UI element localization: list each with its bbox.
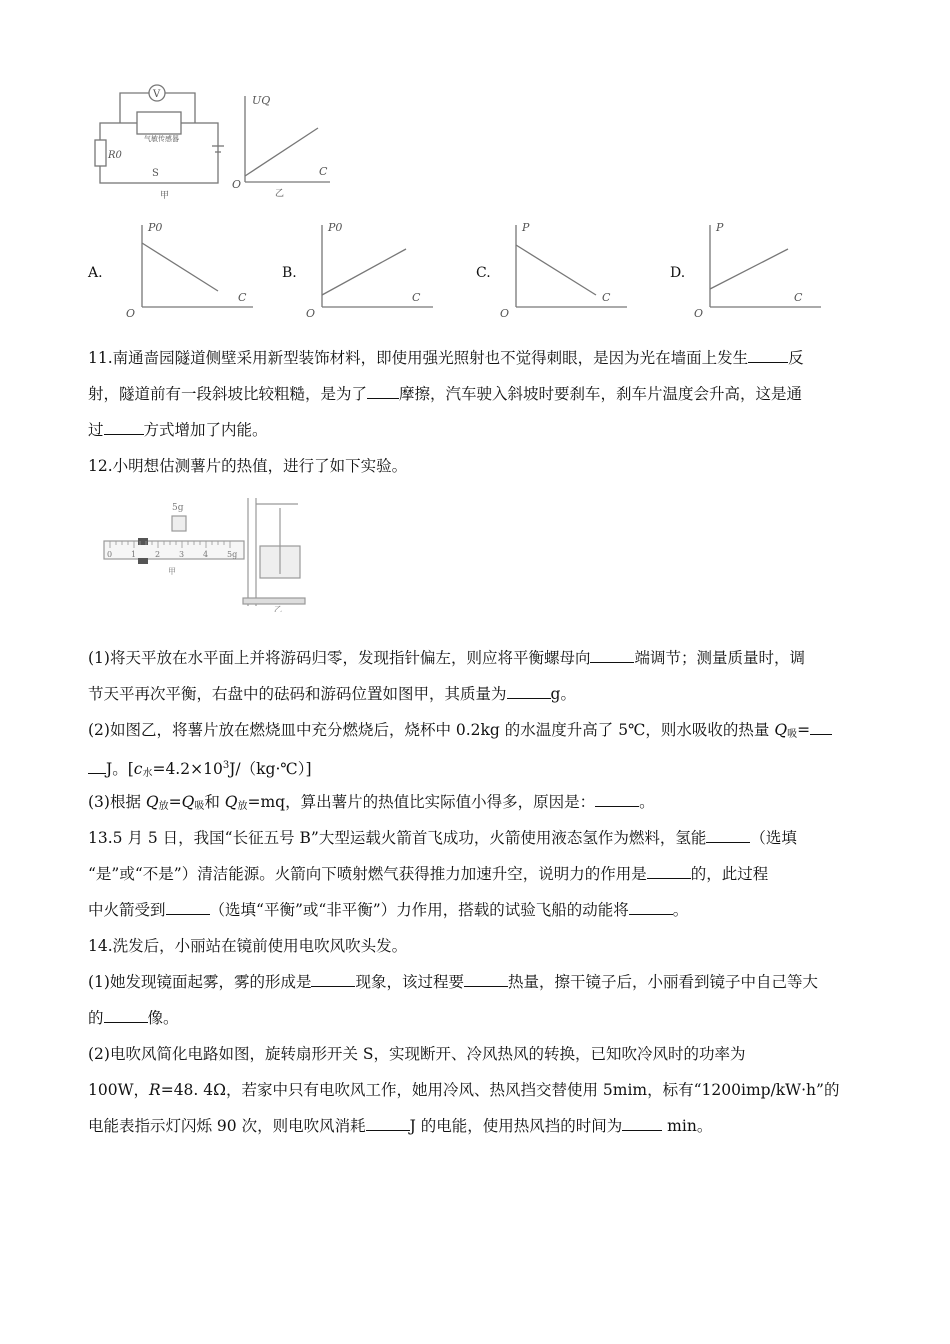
ruler-tick-0: 0 bbox=[107, 550, 113, 559]
option-c-graph[interactable] bbox=[492, 215, 632, 325]
circuit-caption: 甲 bbox=[160, 191, 170, 201]
svg-text:C: C bbox=[412, 291, 421, 304]
svg-text:P: P bbox=[522, 221, 530, 234]
question-12-parts: (1)将天平放在水平面上并将游码归零，发现指针偏左，则应将平衡螺母向 端调节；测量质量时，调 节天平再次平衡，右盘中的砝码和游码位置如图甲，其质量为 g。 (2)如图乙，将薯片放在燃烧皿中充分燃烧后，烧杯中 0.2kg 的水温度升高了 5℃，则水吸收的热量 $Q_吸=$ J。$[c_水=4.2\times 10^3J/(kg\cdot℃)]$ (3)根据 $Q_放=Q_吸$和 $Q_放=mq$，算出薯片的热值比实际值小得多，原因是： 。 bbox=[88, 640, 868, 820]
svg-text:P0: P0 bbox=[328, 221, 343, 234]
question-14: 14.洗发后，小丽站在镜前使用电吹风吹头发。 (1)她发现镜面起雾，雾的形成是 现象，该过程要 热量，擦干镜子后，小丽看到镜子中自己等大 的 像。 (2)电吹风简化电路如图，旋转扇形开关 S，实现断开、冷风热风的转换，已知吹冷风时的功率为 100W，R=48. 4Ω，若家中只有电吹风工作，她用冷风、热风挡交替使用 5mim，标有“1200imp/kW·h”的 电能表指示灯闪烁 90 次，则电吹风消耗 J 的电能，使用热风挡的时间为 min。 bbox=[88, 937, 840, 1135]
option-d-graph[interactable] bbox=[686, 215, 826, 325]
weight-label: 5g bbox=[172, 503, 184, 513]
blank-13-1[interactable] bbox=[706, 828, 750, 843]
blank-14-3[interactable] bbox=[104, 1008, 148, 1023]
svg-text:P: P bbox=[716, 221, 724, 234]
graph-caption: 乙 bbox=[275, 189, 285, 199]
svg-text:C: C bbox=[602, 291, 611, 304]
blank-14-1[interactable] bbox=[311, 972, 355, 987]
resistor-label: R0 bbox=[108, 150, 122, 161]
option-c-letter[interactable]: C. bbox=[476, 265, 491, 281]
ruler-tick-5g: 5g bbox=[227, 550, 238, 559]
switch-label: S bbox=[152, 168, 159, 179]
blank-13-3[interactable] bbox=[166, 900, 210, 915]
option-d-letter[interactable]: D. bbox=[670, 265, 686, 281]
option-a-letter[interactable]: A. bbox=[88, 265, 103, 281]
blank-12-3a[interactable] bbox=[810, 720, 832, 735]
blank-13-4[interactable] bbox=[629, 900, 673, 915]
option-a-graph[interactable] bbox=[118, 215, 258, 325]
option-b-graph[interactable] bbox=[298, 215, 438, 325]
blank-14-2[interactable] bbox=[464, 972, 508, 987]
ruler-tick-2: 2 bbox=[155, 550, 161, 559]
blank-13-2[interactable] bbox=[647, 864, 691, 879]
blank-12-3b[interactable] bbox=[88, 759, 106, 774]
ruler-tick-3: 3 bbox=[179, 550, 185, 559]
blank-11-1[interactable] bbox=[748, 348, 788, 363]
blank-11-3[interactable] bbox=[104, 420, 144, 435]
graph-x-label: C bbox=[319, 165, 328, 178]
svg-text:O: O bbox=[306, 307, 316, 320]
option-b-letter[interactable]: B. bbox=[282, 265, 297, 281]
graph-y-label: UQ bbox=[252, 94, 271, 107]
svg-text:O: O bbox=[694, 307, 704, 320]
svg-text:C: C bbox=[238, 291, 247, 304]
blank-12-4[interactable] bbox=[595, 792, 639, 807]
svg-text:C: C bbox=[794, 291, 803, 304]
blank-11-2[interactable] bbox=[367, 384, 399, 399]
blank-14-5[interactable] bbox=[622, 1116, 662, 1131]
question-11: 11.南通啬园隧道侧壁采用新型装饰材料，即使用强光照射也不觉得刺眼，是因为光在墙面上发生 反 射，隧道前有一段斜坡比较粗糙，是为了 摩擦，汽车驶入斜坡时要刹车，刹车片温度会升高，这是通 过 方式增加了内能。 bbox=[88, 349, 804, 439]
question-13: 13.5 月 5 日，我国“长征五号 B”大型运载火箭首飞成功，火箭使用液态氢作为燃料，氢能 （选填 “是”或“不是”）清洁能源。火箭向下喷射燃气获得推力加速升空，说明力的作用是 的，此过程 中火箭受到 （选填“平衡”或“非平衡”）力作用，搭载的试验飞船的动能将 。 bbox=[88, 829, 797, 919]
svg-text:O: O bbox=[500, 307, 510, 320]
blank-12-1[interactable] bbox=[590, 648, 634, 663]
question-12-title: 12.小明想估测薯片的热值，进行了如下实验。 bbox=[88, 457, 408, 475]
sensor-label: 气敏传感器 bbox=[144, 135, 179, 143]
fig-caption-left: 甲 bbox=[168, 567, 176, 576]
graph-origin: O bbox=[232, 178, 242, 191]
blank-14-4[interactable] bbox=[366, 1116, 410, 1131]
fig-caption-right: 乙 bbox=[274, 605, 282, 612]
circuit-figure bbox=[90, 78, 340, 203]
ruler-tick-4: 4 bbox=[203, 550, 209, 559]
blank-12-2[interactable] bbox=[507, 684, 551, 699]
svg-text:O: O bbox=[126, 307, 136, 320]
balance-burner-figure bbox=[98, 494, 313, 612]
ruler-tick-1: 1 bbox=[131, 550, 137, 559]
voltmeter-label: V bbox=[153, 89, 161, 100]
svg-text:P0: P0 bbox=[148, 221, 163, 234]
